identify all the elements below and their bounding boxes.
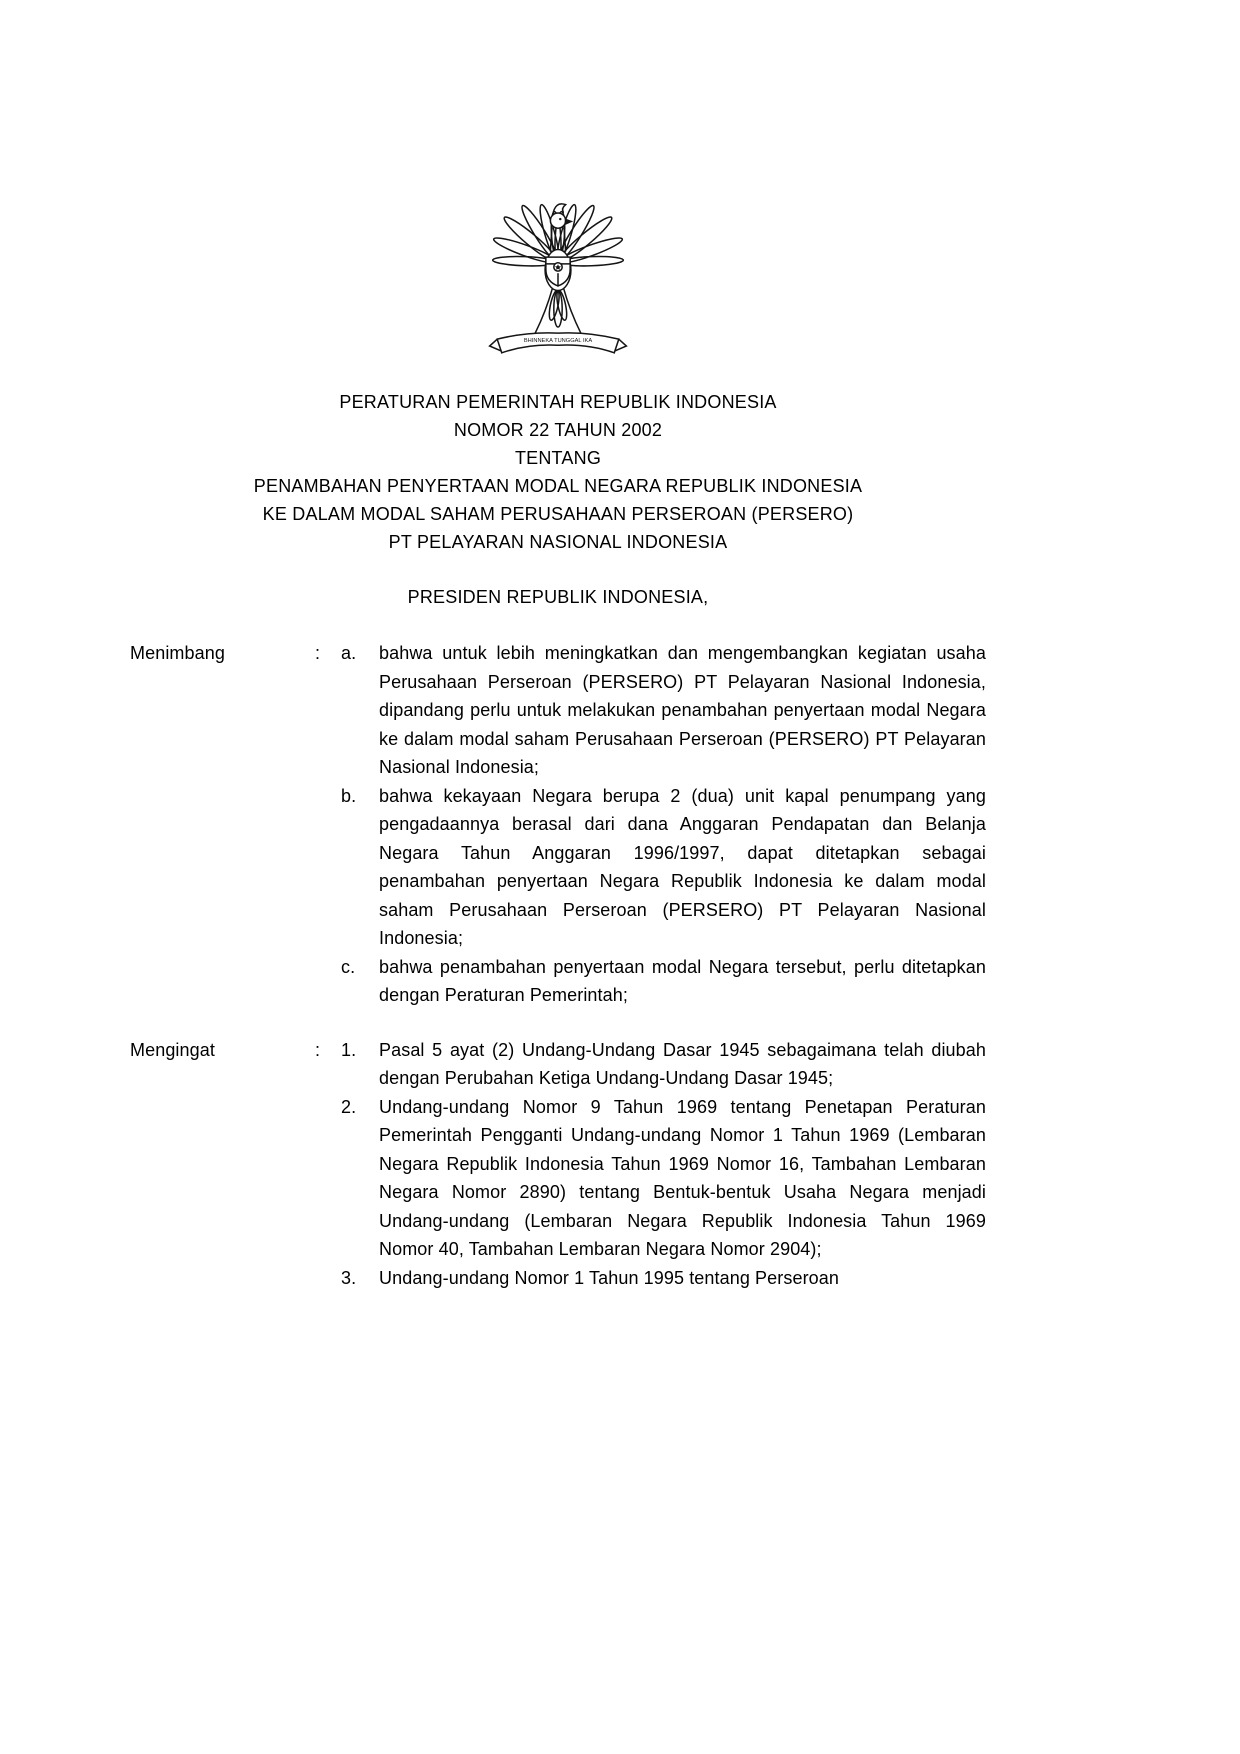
item-marker: 2. xyxy=(341,1096,357,1117)
item-text: bahwa kekayaan Negara berupa 2 (dua) unit kapal penumpang yang pengadaannya berasal dari dana Anggaran Pendapatan dan Belanja Negara Tahun Anggaran 1996/1997, dapat ditetapkan sebagai penambahan penyertaan Negara Republik Indonesia ke dalam modal saham Perusahaan Perseroan (PERSERO) PT Pelayaran Nasional Indonesia; xyxy=(379,785,986,948)
title-line-6: PT PELAYARAN NASIONAL INDONESIA xyxy=(388,532,728,552)
garuda-ribbon xyxy=(490,333,627,353)
document-content xyxy=(130,0,986,1292)
item-text: bahwa untuk lebih meningkatkan dan mengembangkan kegiatan usaha Perusahaan Perseroan (PERSERO) PT Pelayaran Nasional Indonesia, dipandang perlu untuk melakukan penambahan penyertaan modal Negara ke dalam modal saham Perusahaan Perseroan (PERSERO) PT Pelayaran Nasional Indonesia; xyxy=(379,643,986,777)
item-marker: 1. xyxy=(341,1039,357,1060)
item-marker: 3. xyxy=(341,1267,357,1288)
section-menimbang xyxy=(130,639,986,1010)
item-marker: a. xyxy=(341,643,357,663)
garuda-pancasila-icon xyxy=(130,190,986,374)
section-mengingat xyxy=(130,1036,986,1293)
garuda-head xyxy=(550,204,573,228)
title-line-1: PERATURAN PEMERINTAH REPUBLIK INDONESIA xyxy=(339,392,777,412)
ribbon-motto-text: BHINNEKA TUNGGAL IKA xyxy=(523,337,593,344)
title-line-2: NOMOR 22 TAHUN 2002 xyxy=(453,420,663,440)
item-text: bahwa penambahan penyertaan modal Negara tersebut, perlu ditetapkan dengan Peraturan Pemerintah; xyxy=(379,956,986,1005)
title-line-5: KE DALAM MODAL SAHAM PERUSAHAAN PERSEROAN (PERSERO) xyxy=(262,504,854,524)
item-marker: c. xyxy=(341,956,356,977)
list-item xyxy=(341,639,986,782)
item-text: Undang-undang Nomor 1 Tahun 1995 tentang Perseroan xyxy=(379,1267,840,1288)
section-label: Mengingat xyxy=(130,1039,215,1060)
garuda-emblem-svg xyxy=(482,190,634,369)
list-item xyxy=(341,1093,986,1264)
item-marker: b. xyxy=(341,785,357,806)
document-title-block xyxy=(130,388,986,556)
list-item xyxy=(341,1264,986,1293)
section-items xyxy=(341,639,986,1010)
section-colon: : xyxy=(315,1039,321,1060)
section-label: Menimbang xyxy=(130,643,225,663)
list-item xyxy=(341,1036,986,1093)
title-line-4: PENAMBAHAN PENYERTAAN MODAL NEGARA REPUBLIK INDONESIA xyxy=(253,476,863,496)
section-colon: : xyxy=(315,643,321,663)
list-item xyxy=(341,953,986,1010)
section-items xyxy=(341,1036,986,1293)
document-heading: PRESIDEN REPUBLIK INDONESIA, xyxy=(407,587,709,607)
item-text: Undang-undang Nomor 9 Tahun 1969 tentang Penetapan Peraturan Pemerintah Pengganti Undang-undang Nomor 1 Tahun 1969 (Lembaran Negara Republik Indonesia Tahun 1969 Nomor 16, Tambahan Lembaran Negara Nomor 2890) tentang Bentuk-bentuk Usaha Negara menjadi Undang-undang (Lembaran Negara Republik Indonesia Tahun 1969 Nomor 40, Tambahan Lembaran Negara Nomor 2904); xyxy=(379,1096,986,1259)
list-item xyxy=(341,782,986,953)
title-line-3: TENTANG xyxy=(514,448,602,468)
item-text: Pasal 5 ayat (2) Undang-Undang Dasar 1945 sebagaimana telah diubah dengan Perubahan Ketiga Undang-Undang Dasar 1945; xyxy=(379,1039,986,1088)
